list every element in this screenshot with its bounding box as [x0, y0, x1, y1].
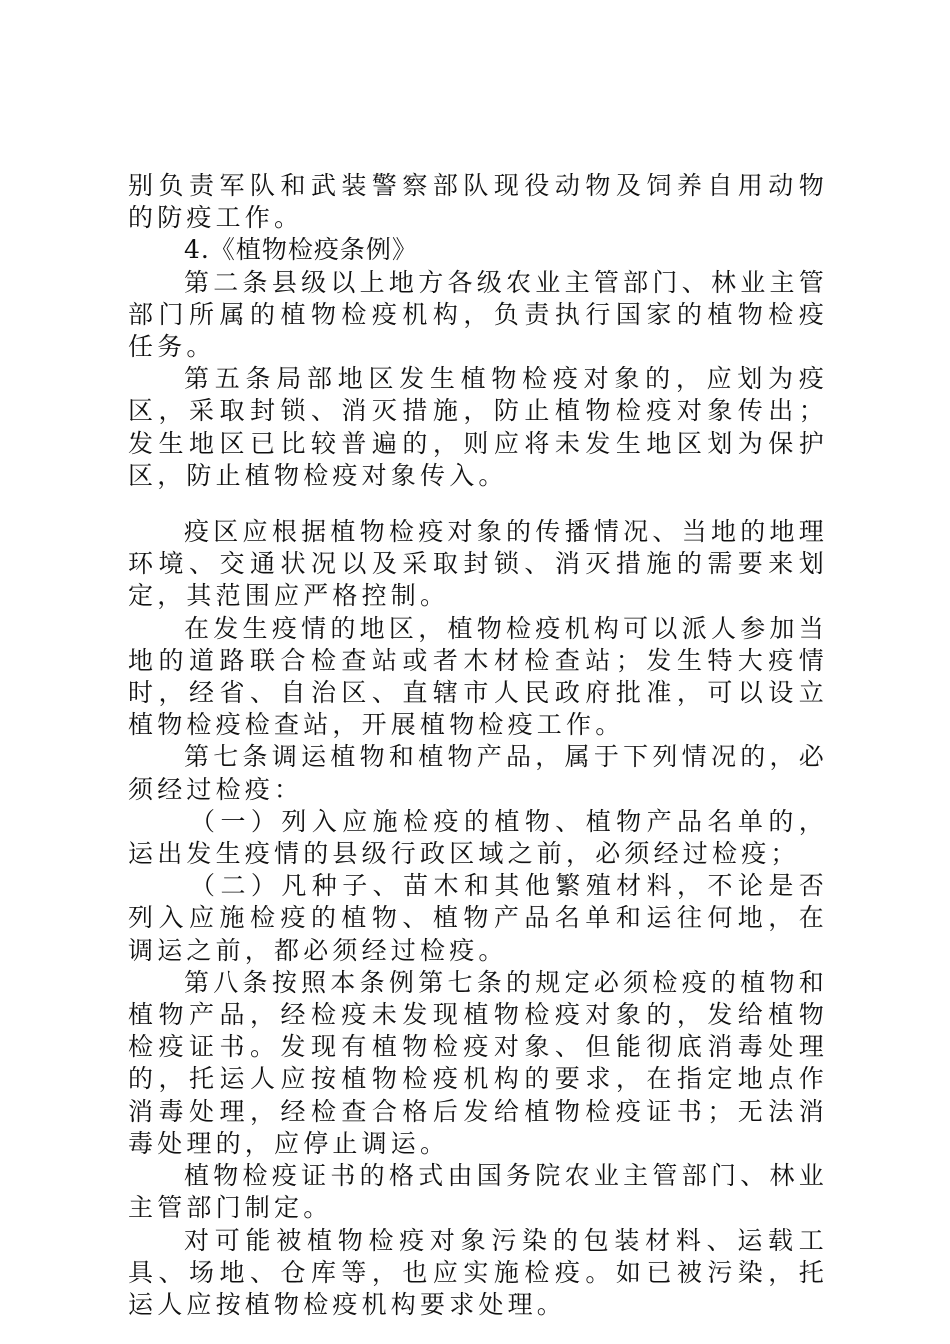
paragraph-inspection-station: 在发生疫情的地区，植物检疫机构可以派人参加当地的道路联合检查站或者木材检查站；发生特大疫情时，经省、自治区、直辖市人民政府批准，可以设立植物检疫检查站，开展植物检疫工作。	[128, 613, 828, 740]
paragraph-article-7: 第七条调运植物和植物产品，属于下列情况的，必须经过检疫：	[128, 742, 828, 804]
paragraph-article-2: 第二条县级以上地方各级农业主管部门、林业主管部门所属的植物检疫机构，负责执行国家的植物检疫任务。	[128, 267, 828, 362]
paragraph-packaging-quarantine: 对可能被植物检疫对象污染的包装材料、运载工具、场地、仓库等，也应实施检疫。如已被污染，托运人应按植物检疫机构要求处理。	[128, 1225, 828, 1319]
paragraph-item-1: （一）列入应施检疫的植物、植物产品名单的，运出发生疫情的县级行政区域之前，必须经过检疫；	[128, 806, 828, 869]
paragraph-article-5: 第五条局部地区发生植物检疫对象的，应划为疫区，采取封锁、消灭措施，防止植物检疫对象传出；发生地区已比较普遍的，则应将未发生地区划为保护区，防止植物检疫对象传入。	[128, 364, 828, 490]
paragraph-continuation: 别负责军队和武装警察部队现役动物及饲养自用动物的防疫工作。	[128, 171, 828, 233]
paragraph-quarantine-zone: 疫区应根据植物检疫对象的传播情况、当地的地理环境、交通状况以及采取封锁、消灭措施的需要来划定，其范围应严格控制。	[128, 517, 828, 611]
paragraph-article-8: 第八条按照本条例第七条的规定必须检疫的植物和植物产品，经检疫未发现植物检疫对象的，发给植物检疫证书。发现有植物检疫对象、但能彻底消毒处理的，托运人应按植物检疫机构的要求，在指定地点作消毒处理，经检查合格后发给植物检疫证书；无法消毒处理的，应停止调运。	[128, 967, 828, 1158]
paragraph-certificate-format: 植物检疫证书的格式由国务院农业主管部门、林业主管部门制定。	[128, 1161, 828, 1223]
document-body	[128, 170, 828, 1321]
paragraph-item-2: （二）凡种子、苗木和其他繁殖材料，不论是否列入应施检疫的植物、植物产品名单和运往何地，在调运之前，都必须经过检疫。	[128, 871, 828, 965]
section-heading-plant-quarantine-regulations: 4.《植物检疫条例》	[184, 235, 418, 265]
